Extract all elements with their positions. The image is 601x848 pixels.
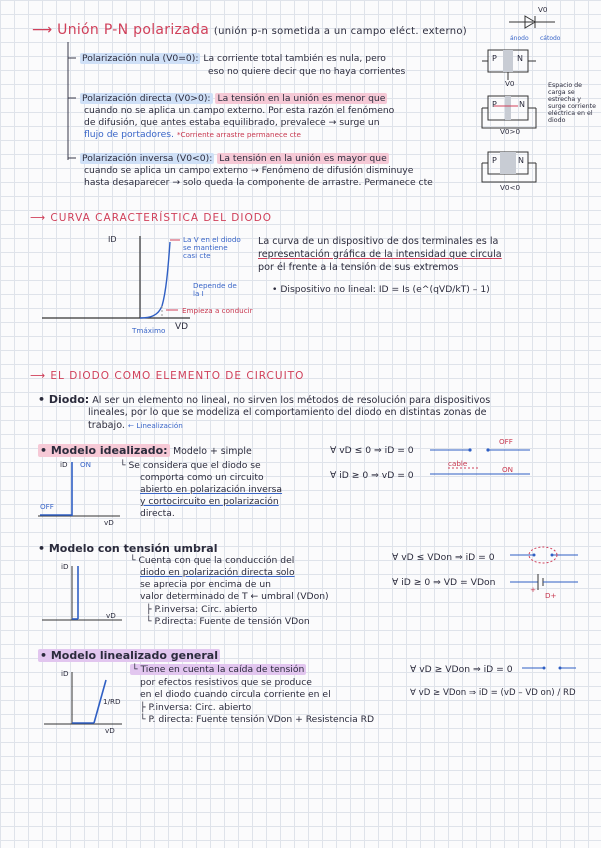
curva-note-2: Depende de la I — [193, 281, 237, 298]
pn1-n: N — [517, 54, 523, 63]
umbral-text-3: se aprecia por encima de un — [140, 579, 271, 590]
arrow-right-icon: ⟶ — [32, 22, 53, 38]
espacio-note: Espacio de carga se estrecha y surge corriente eléctrica en el diodo — [548, 82, 596, 124]
diodo-linealizacion: ← Linealización — [128, 421, 183, 430]
ideal-title: • Modelo idealizado: — [40, 444, 168, 457]
union-title: Unión P-N polarizada — [57, 22, 210, 38]
curva-axis-y: ID — [108, 235, 117, 244]
umbral-text-1: └ Cuenta con que la conducción del — [130, 555, 295, 566]
curva-t-label: Tmáximo — [132, 326, 166, 335]
ideal-cond-2: ∀ iD ≥ 0 ⇒ vD = 0 — [330, 470, 414, 481]
curva-desc-3: por él frente a la tensión de sus extremos — [258, 262, 459, 273]
umbral-circ-label: D+ — [545, 591, 557, 600]
diodo-text-2: lineales, por lo que se modeliza el comportamiento del diodo en distintas zonas de — [88, 407, 487, 418]
directa-text-3: de difusión, que antes estaba equilibrado, prevalece → surge un — [84, 117, 380, 128]
pn3-p: P — [492, 156, 497, 165]
inversa-text-2: cuando se aplica un campo externo → Fenómeno de difusión disminuye — [84, 165, 414, 176]
union-subtitle: (unión p-n sometida a un campo eléct. externo) — [213, 26, 468, 37]
lineal-cond-2: ∀ vD ≥ VDon ⇒ iD = (vD – VD on) / RD — [410, 688, 576, 698]
curva-desc-1: La curva de un dispositivo de dos terminales es la — [258, 236, 499, 247]
lineal-axis-y: iD — [61, 669, 69, 678]
diodo-text-1: Al ser un elemento no lineal, no sirven los métodos de resolución para dispositivos — [92, 395, 491, 406]
ideal-text-3: abierto en polarización inversa — [140, 484, 283, 495]
umbral-text-5: ├ P.inversa: Circ. abierto — [146, 604, 258, 615]
pn1-p: P — [492, 54, 497, 63]
lineal-title: • Modelo linealizado general — [40, 649, 218, 662]
diode-anodo: ánodo — [510, 35, 529, 42]
pn2-n: N — [519, 100, 525, 109]
curva-note-1: La V en el diodo se mantiene casi cte — [183, 235, 241, 260]
lineal-text-3: en el diodo cuando circula corriente en el — [140, 689, 331, 700]
umbral-axis-y: iD — [61, 562, 69, 571]
directa-text-4: flujo de portadores. — [84, 129, 174, 140]
umbral-cond-2: ∀ iD ≥ 0 ⇒ VD = VDon — [392, 577, 496, 588]
umbral-title: • Modelo con tensión umbral — [38, 542, 218, 555]
lineal-slope: 1/RD — [103, 697, 121, 706]
pn3-n: N — [518, 156, 524, 165]
directa-label: Polarización directa (V0>0): — [82, 93, 211, 104]
curva-axis-x: VD — [175, 322, 189, 332]
pn2-v0: V0>0 — [500, 127, 521, 136]
lineal-text-4: ├ P.inversa: Circ. abierto — [140, 702, 252, 713]
ideal-circ-off: OFF — [499, 437, 513, 446]
lineal-axis-x: vD — [105, 726, 115, 735]
diodo-label: • Diodo: — [38, 393, 90, 406]
ideal-cond-1: ∀ vD ≤ 0 ⇒ iD = 0 — [330, 445, 414, 456]
pn3-v0: V0<0 — [500, 183, 521, 192]
ideal-text-2: comporta como un circuito — [140, 472, 264, 483]
diode-top-v0: V0 — [538, 5, 548, 14]
ideal-circ-on: ON — [502, 465, 514, 474]
curva-title: CURVA CARACTERÍSTICA DEL DIODO — [50, 212, 273, 224]
nula-text-1: La corriente total también es nula, pero — [203, 53, 386, 64]
umbral-circ-plus: + — [530, 585, 537, 594]
lineal-text-5: └ P. directa: Fuente tensión VDon + Resistencia RD — [140, 714, 375, 725]
inversa-text-3: hasta desaparecer → solo queda la componente de arrastre. Permanece cte — [84, 177, 433, 188]
ideal-axis-x: vD — [104, 518, 114, 527]
ideal-circ-cable: cable — [448, 459, 468, 468]
curva-note-3: Empieza a conducir — [182, 306, 253, 315]
nula-label: Polarización nula (V0=0): — [82, 53, 199, 64]
ideal-text-4: y cortocircuito en polarización — [140, 496, 279, 507]
inversa-label: Polarización inversa (V0<0): — [82, 153, 213, 164]
umbral-text-4: valor determinado de T ← umbral (VDon) — [140, 591, 329, 602]
curva-formula: • Dispositivo no lineal: ID = Is (e^(qVD/kT) – 1) — [272, 284, 490, 295]
diodo-text-3: trabajo. — [88, 420, 125, 431]
nula-text-2: eso no quiere decir que no haya corrientes — [208, 66, 406, 77]
curva-desc-2: representación gráfica de la intensidad que circula — [258, 249, 502, 260]
lineal-text-1: └ Tiene en cuenta la caída de tensión — [132, 664, 305, 675]
umbral-cond-1: ∀ vD ≤ VDon ⇒ iD = 0 — [392, 552, 495, 563]
directa-text-2: cuando no se aplica un campo externo. Por esta razón el fenómeno — [84, 105, 395, 116]
umbral-axis-x: vD — [106, 611, 116, 620]
umbral-text-6: └ P.directa: Fuente de tensión VDon — [146, 616, 310, 627]
umbral-text-2: diodo en polarización directa solo — [140, 567, 295, 578]
ideal-axis-y: iD — [60, 460, 68, 469]
elemento-title: EL DIODO COMO ELEMENTO DE CIRCUITO — [50, 370, 305, 382]
pn2-p: P — [492, 100, 497, 109]
lineal-text-2: por efectos resistivos que se produce — [140, 677, 312, 688]
directa-text-1: La tensión en la unión es menor que — [217, 93, 386, 104]
ideal-on: ON — [80, 460, 92, 469]
pn1-v0: V0 — [505, 79, 515, 88]
ideal-text-1: └ Se considera que el diodo se — [120, 460, 261, 471]
arrow-right-icon: ⟶ — [30, 212, 47, 224]
ideal-title-rest: Modelo + simple — [173, 446, 252, 457]
inversa-text-1: La tensión en la unión es mayor que — [219, 153, 387, 164]
ideal-text-5: directa. — [140, 508, 175, 519]
lineal-cond-1: ∀ vD ≥ VDon ⇒ iD = 0 — [410, 664, 513, 675]
ideal-off: OFF — [40, 502, 54, 511]
diode-catodo: cátodo — [540, 35, 561, 42]
directa-note: *Corriente arrastre permanece cte — [176, 130, 301, 139]
arrow-right-icon: ⟶ — [30, 370, 47, 382]
